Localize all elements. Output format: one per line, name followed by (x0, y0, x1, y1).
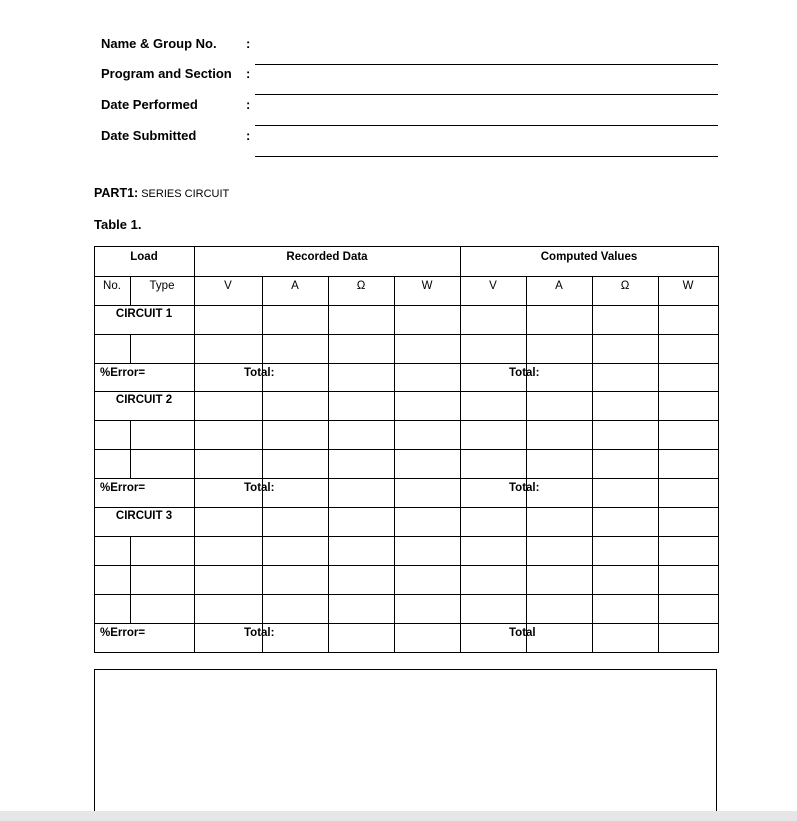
table-gridline-h (94, 623, 719, 624)
table-gridline-h (94, 334, 719, 335)
table-gridline-v (130, 334, 131, 364)
header-label: Date Submitted (101, 128, 197, 143)
table-gridline-v (194, 246, 195, 653)
table-gridline-h (94, 507, 719, 508)
computed-unit-header: V (489, 280, 497, 292)
computed-total-label: Total (509, 627, 536, 639)
table-gridline-v (130, 536, 131, 624)
table-gridline-v (262, 305, 263, 335)
table-gridline-v (328, 276, 329, 653)
table-gridline-v (460, 246, 461, 653)
notes-box[interactable] (94, 669, 717, 820)
table-gridline-h (94, 305, 719, 306)
recorded-total-label: Total: (244, 627, 275, 639)
part-heading (94, 186, 229, 200)
header-colon: : (246, 128, 251, 143)
table-gridline-v (592, 276, 593, 653)
header-colon: : (246, 97, 251, 112)
table-gridline-h (94, 449, 719, 450)
circuit-title: CIRCUIT 3 (115, 510, 173, 522)
table-gridline-v (526, 276, 527, 653)
computed-unit-header: Ω (620, 280, 630, 292)
recorded-total-label: Total: (244, 482, 275, 494)
table-gridline-v (130, 276, 131, 306)
table-gridline-v (262, 391, 263, 421)
table-gridline-h (94, 276, 719, 277)
recorded-unit-header: A (291, 280, 299, 292)
part-label: PART1: (94, 186, 139, 200)
recorded-data-header: Recorded Data (286, 251, 368, 263)
program-section-input-line[interactable] (255, 94, 718, 95)
column-no-header: No. (103, 280, 121, 292)
percent-error-label: %Error= (100, 367, 146, 379)
table-gridline-h (94, 594, 719, 595)
recorded-unit-header: W (421, 280, 433, 292)
table-gridline-h (94, 246, 719, 247)
table-gridline-v (394, 276, 395, 653)
table-gridline-h (94, 391, 719, 392)
load-header: Load (130, 251, 158, 263)
table-gridline-v (262, 507, 263, 537)
computed-total-label: Total: (509, 367, 540, 379)
table-gridline-v (130, 420, 131, 479)
recorded-unit-header: Ω (356, 280, 366, 292)
part-title: SERIES CIRCUIT (141, 188, 230, 200)
header-colon: : (246, 36, 251, 51)
table-gridline-h (94, 536, 719, 537)
percent-error-label: %Error= (100, 627, 146, 639)
table-gridline-h (94, 565, 719, 566)
table-gridline-h (94, 363, 719, 364)
percent-error-label: %Error= (100, 482, 146, 494)
computed-unit-header: A (555, 280, 563, 292)
table-gridline-h (94, 652, 719, 653)
table-caption: Table 1. (94, 217, 142, 232)
header-label: Program and Section (101, 66, 232, 81)
circuit-title: CIRCUIT 2 (115, 394, 173, 406)
computed-total-label: Total: (509, 482, 540, 494)
name-group-input-line[interactable] (255, 64, 718, 65)
date-performed-input-line[interactable] (255, 125, 718, 126)
column-type-header: Type (149, 280, 175, 292)
header-colon: : (246, 66, 251, 81)
computed-values-header: Computed Values (540, 251, 638, 263)
computed-unit-header: W (682, 280, 694, 292)
table-gridline-h (94, 478, 719, 479)
circuit-title: CIRCUIT 1 (115, 308, 173, 320)
table-gridline-h (94, 420, 719, 421)
recorded-total-label: Total: (244, 367, 275, 379)
viewer-bottom-strip (0, 811, 797, 821)
date-submitted-input-line[interactable] (255, 156, 718, 157)
header-label: Name & Group No. (101, 36, 217, 51)
header-label: Date Performed (101, 97, 198, 112)
recorded-unit-header: V (224, 280, 232, 292)
table-gridline-v (658, 276, 659, 653)
